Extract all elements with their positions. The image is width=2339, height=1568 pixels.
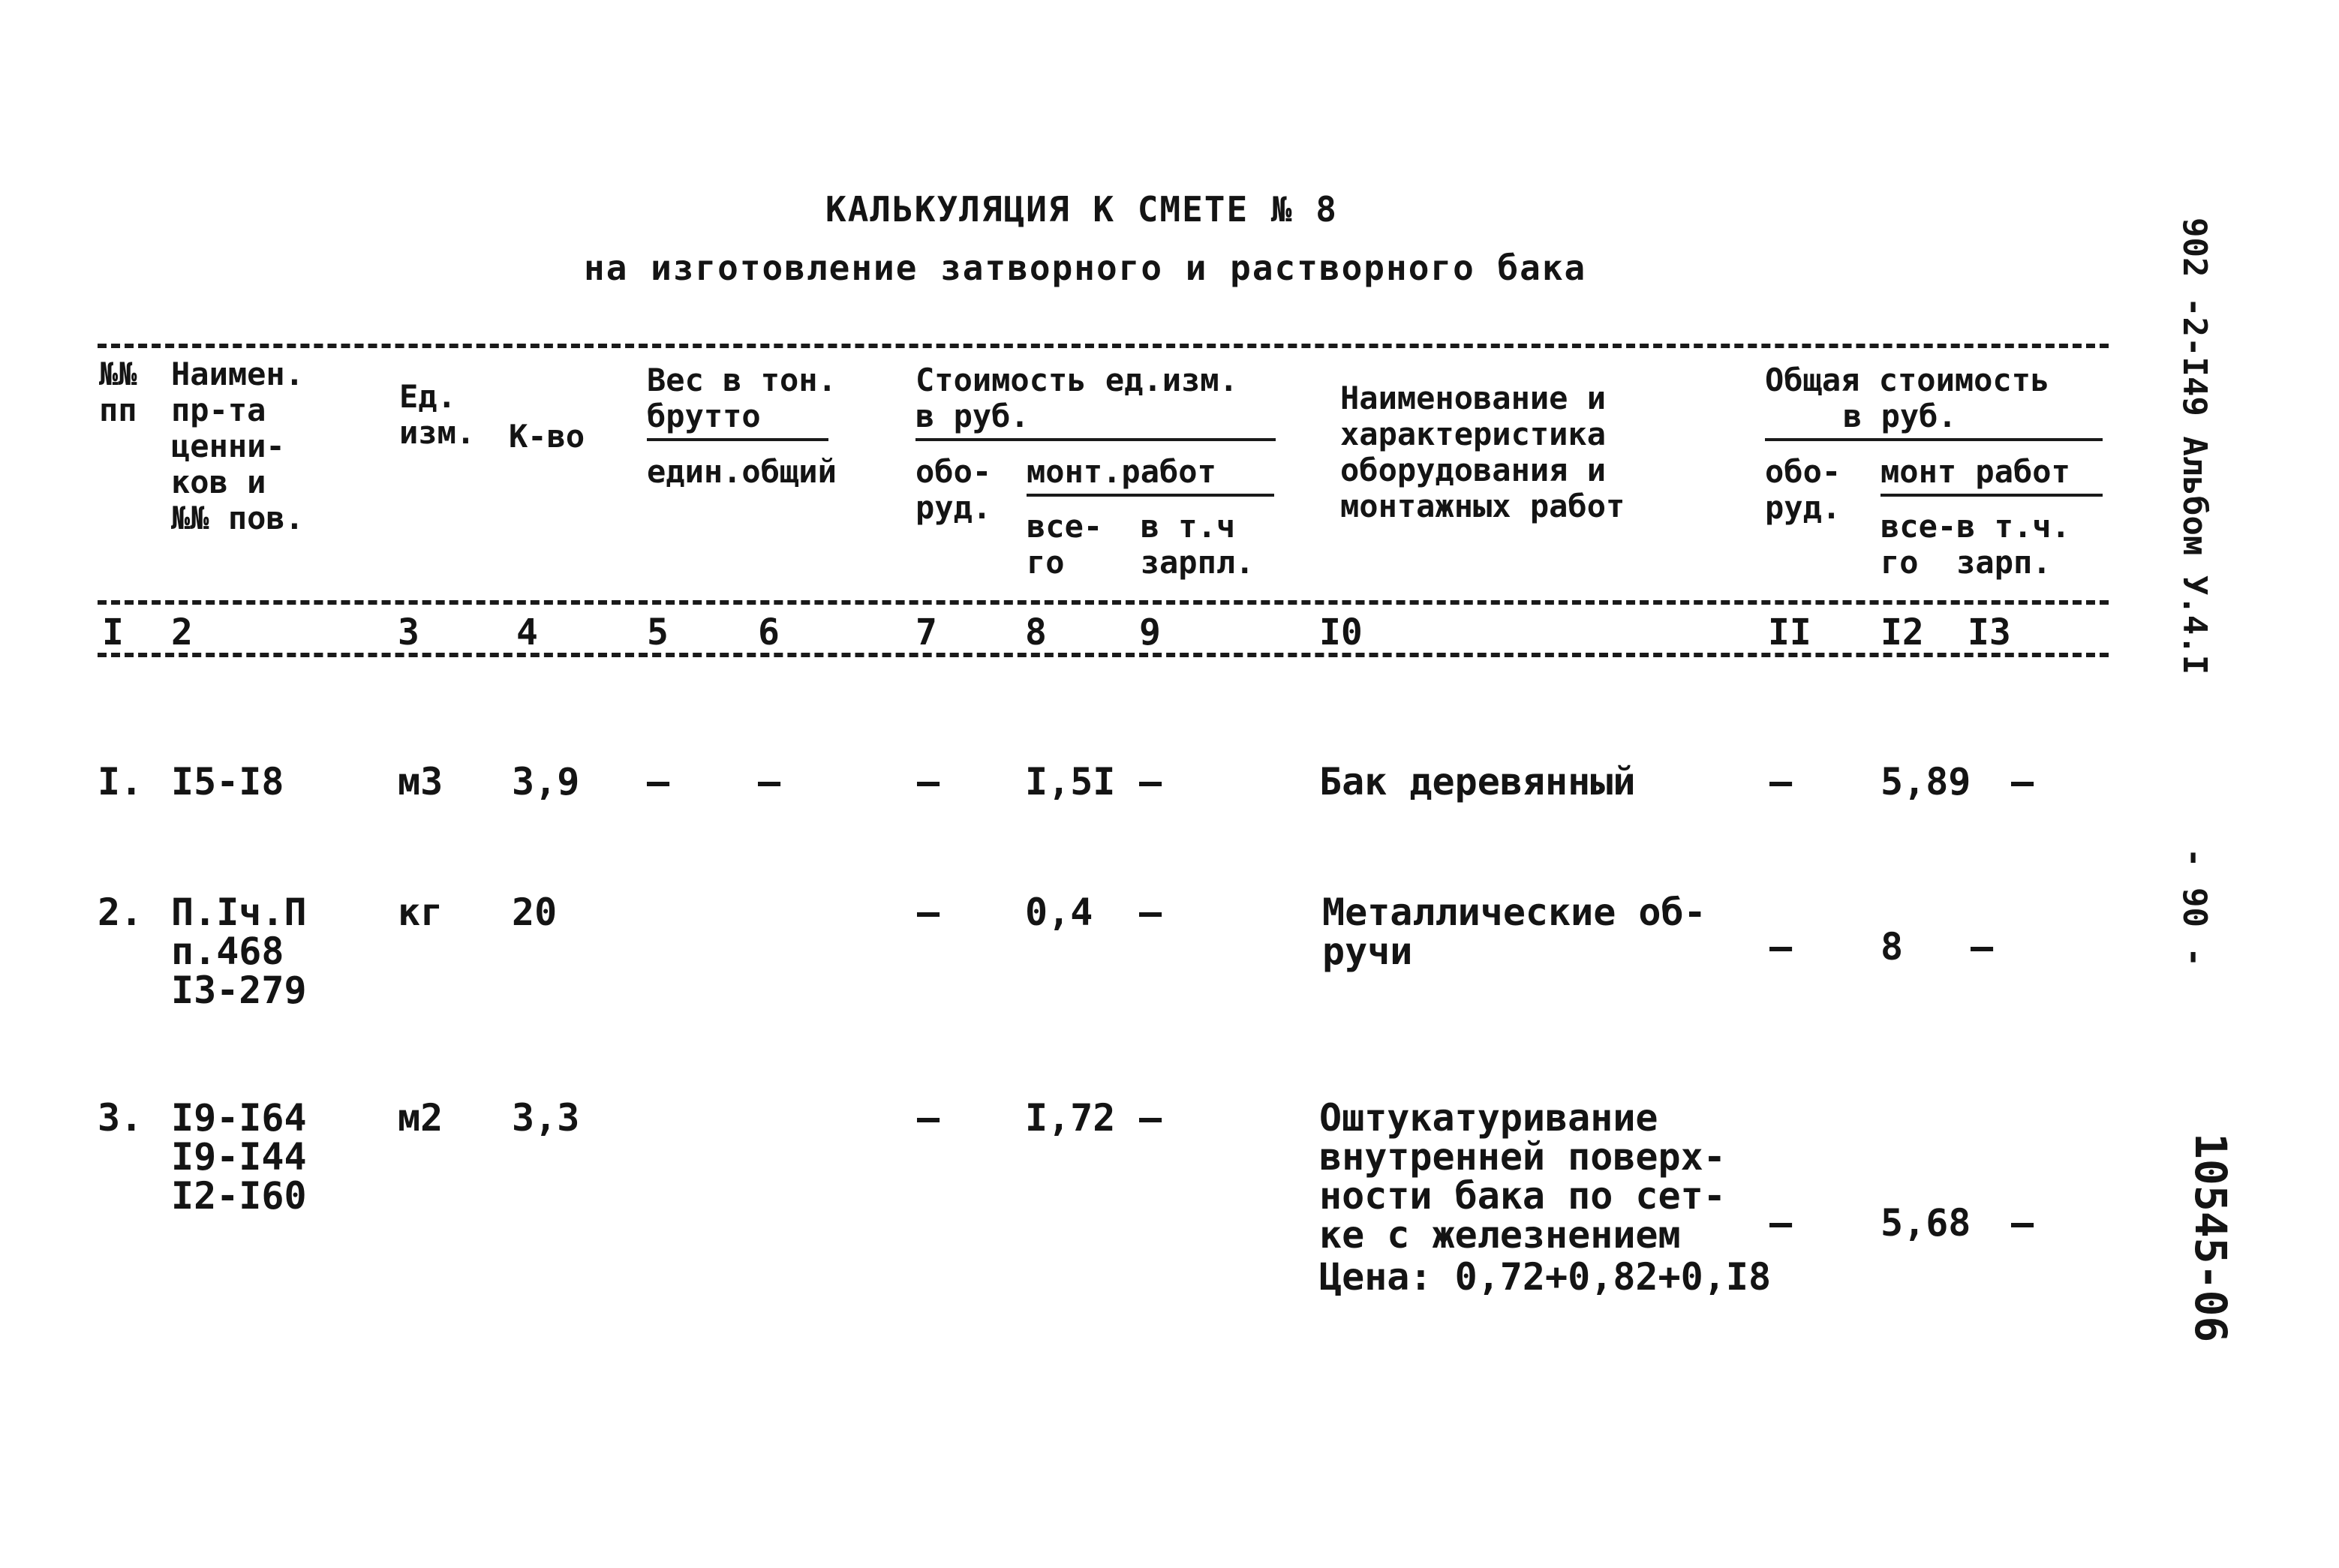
row-3-mount-wage: – — [1139, 1096, 1162, 1140]
column-number: I3 — [1968, 611, 2011, 653]
header-total-mount-sub: все-в т.ч. го зарп. — [1881, 508, 2070, 581]
row-1-code: I5-I8 — [171, 760, 284, 804]
row-1-total-equip: – — [1769, 760, 1793, 804]
header-total-mount: монт работ — [1881, 453, 2070, 490]
row-2-mount-wage: – — [1139, 891, 1162, 934]
header-weight-sub: брутто — [647, 398, 761, 434]
row-1-mount-wage: – — [1139, 760, 1162, 804]
header-total-equip: обо- руд. — [1765, 453, 1841, 526]
row-1-unit: м3 — [398, 760, 443, 804]
header-weight-title: Вес в тон. — [647, 362, 837, 398]
column-number: I — [102, 611, 124, 653]
column-number: 2 — [171, 611, 193, 653]
row-3-qty: 3,3 — [512, 1096, 580, 1140]
row-1-total-wage: – — [2011, 760, 2034, 804]
header-equip: обо- руд. — [915, 453, 992, 526]
row-3-mount-all: I,72 — [1025, 1096, 1116, 1140]
header-num: №№ пп — [99, 356, 137, 428]
page-number: - 90 - — [2175, 848, 2214, 967]
row-3-total-equip: – — [1769, 1201, 1793, 1245]
row-3-code: I9-I64 I9-I44 I2-I60 — [171, 1096, 307, 1218]
row-2-equip: – — [917, 891, 940, 934]
document-code: 10545-06 — [2185, 1133, 2236, 1343]
album-reference: 902 -2-I49 Альбом У.4.I — [2175, 218, 2214, 675]
row-1-name: Бак деревянный — [1319, 760, 1636, 804]
row-2-total-equip: – — [1769, 925, 1793, 969]
column-number: 9 — [1139, 611, 1161, 653]
document-subtitle: на изготовление затворного и растворного бака — [584, 248, 1587, 288]
header-qty: К-во — [509, 418, 585, 455]
column-number: I2 — [1881, 611, 1924, 653]
header-total-title: Общая стоимость — [1765, 362, 2050, 398]
row-3-equip: – — [917, 1096, 940, 1140]
row-3-name: Оштукатуривание внутренней поверх- ности бака по сет- ке с железнением — [1319, 1096, 1726, 1257]
column-number: 3 — [398, 611, 419, 653]
header-name: Наименование и характеристика оборудования и монтажных работ — [1340, 380, 1625, 524]
row-1-mount-all: I,5I — [1025, 760, 1116, 804]
header-pricebook: Наимен. пр-та ценни- ков и №№ пов. — [171, 356, 305, 536]
row-1-num: I. — [98, 760, 143, 804]
document-title: КАЛЬКУЛЯЦИЯ К СМЕТЕ № 8 — [825, 189, 1338, 230]
row-3-unit: м2 — [398, 1096, 443, 1140]
column-number: 6 — [758, 611, 780, 653]
mount-underline — [1027, 494, 1274, 497]
total-mount-underline — [1881, 494, 2103, 497]
weight-underline — [647, 438, 828, 441]
row-1-weight-total: – — [758, 760, 781, 804]
header-mount-sub: все- в т.ч го зарпл. — [1027, 508, 1255, 581]
column-number: 7 — [915, 611, 937, 653]
total-underline — [1765, 438, 2103, 441]
header-total-sub: в руб. — [1843, 398, 1957, 434]
header-unit: Ед. изм. — [399, 378, 476, 451]
column-number: 5 — [647, 611, 669, 653]
column-number: I0 — [1319, 611, 1363, 653]
row-3-num: 3. — [98, 1096, 143, 1140]
row-3-total-wage: – — [2011, 1201, 2034, 1245]
unitcost-underline — [915, 438, 1276, 441]
row-1-equip: – — [917, 760, 940, 804]
row-2-unit: кг — [398, 891, 443, 934]
row-3-total-mount: 5,68 — [1881, 1201, 1971, 1245]
row-2-total-mount: 8 — [1881, 925, 1904, 969]
row-2-total-wage: – — [1971, 925, 1994, 969]
header-weight-cols: един.общий — [647, 453, 837, 490]
header-mount: монт.работ — [1027, 453, 1216, 490]
row-1-weight-unit: – — [647, 760, 670, 804]
row-2-name: Металлические об- ручи — [1322, 891, 1706, 973]
price-note: Цена: 0,72+0,82+0,I8 — [1319, 1255, 1772, 1299]
table-top-rule — [98, 344, 2109, 348]
row-2-mount-all: 0,4 — [1025, 891, 1093, 934]
header-rule — [98, 600, 2109, 605]
column-number: II — [1768, 611, 1811, 653]
header-unitcost-sub: в руб. — [915, 398, 1030, 434]
row-1-total-mount: 5,89 — [1881, 760, 1971, 804]
column-number: 8 — [1025, 611, 1047, 653]
row-2-code: П.Iч.П п.468 I3-279 — [171, 891, 307, 1012]
row-2-num: 2. — [98, 891, 143, 934]
column-number: 4 — [516, 611, 538, 653]
header-unitcost-title: Стоимость ед.изм. — [915, 362, 1238, 398]
row-1-qty: 3,9 — [512, 760, 580, 804]
row-2-qty: 20 — [512, 891, 558, 934]
